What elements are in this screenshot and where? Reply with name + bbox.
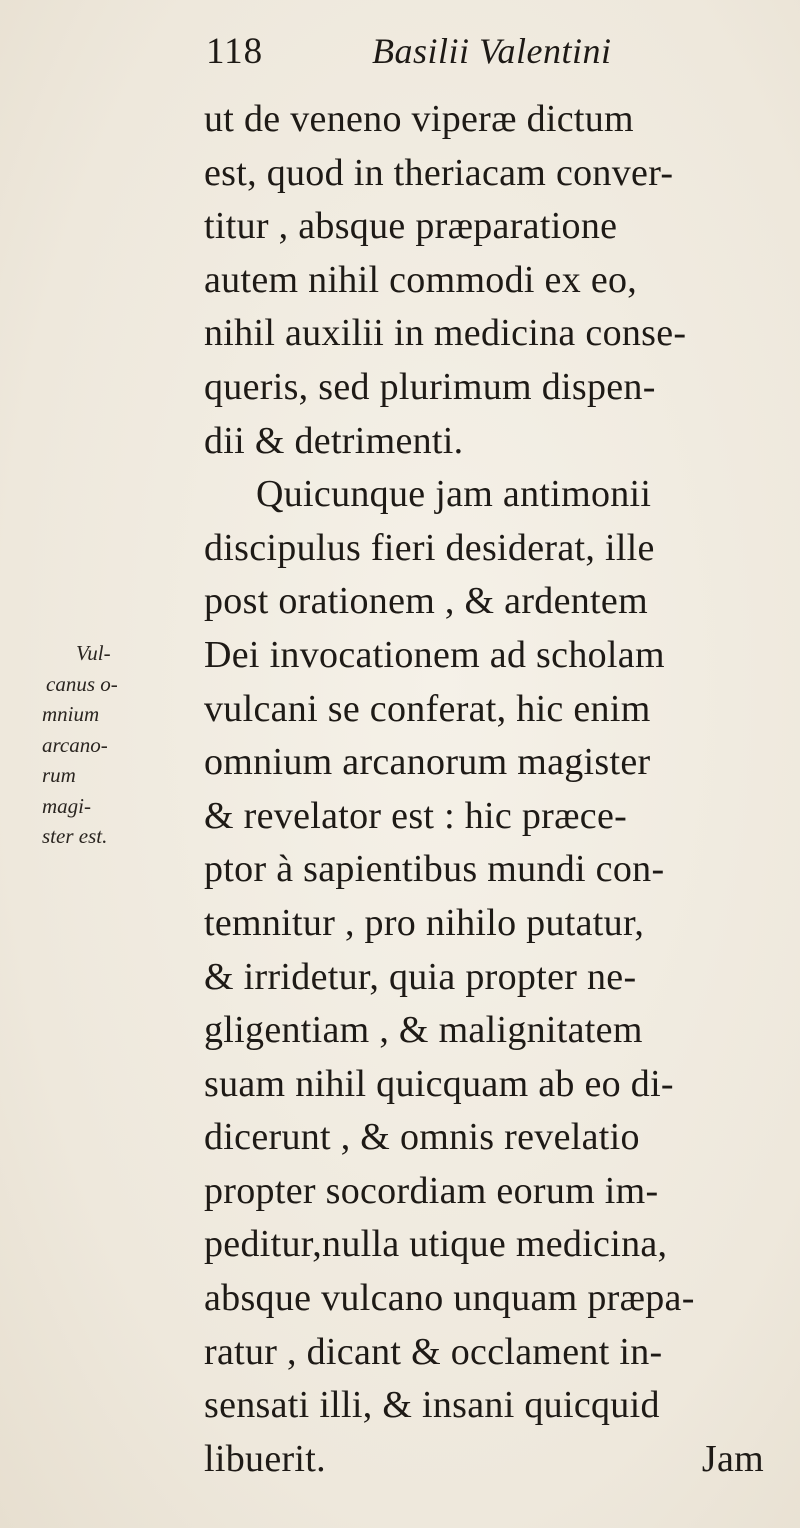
text-line: titur , absque præparatione xyxy=(204,205,618,248)
text-line: ratur , dicant & occlament in- xyxy=(204,1330,663,1373)
text-line: propter socordiam eorum im- xyxy=(204,1169,659,1212)
paragraph-start-line: Quicunque jam antimonii xyxy=(256,473,652,516)
text-line: gligentiam , & malignitatem xyxy=(204,1009,643,1052)
marginal-note xyxy=(42,638,162,852)
text-line: ut de veneno viperæ dictum xyxy=(204,98,634,140)
running-head: Basilii Valentini xyxy=(372,31,612,71)
text-line: autem nihil commodi ex eo, xyxy=(204,258,638,301)
text-line: temnitur , pro nihilo putatur, xyxy=(204,901,645,944)
text-line: & irridetur, quia propter ne- xyxy=(204,955,637,998)
text-line: ptor à sapientibus mundi con- xyxy=(204,848,665,891)
text-line: dii & detrimenti. xyxy=(204,419,464,462)
marginal-note-line: mnium xyxy=(42,702,100,726)
marginal-note-line: canus o- xyxy=(46,671,118,696)
text-line: queris, sed plurimum dispen- xyxy=(204,365,656,408)
page-number: 118 xyxy=(206,31,264,72)
marginal-note-line: ster est. xyxy=(42,824,108,848)
text-line: omnium arcanorum magister xyxy=(204,741,651,784)
text-line: dicerunt , & omnis revelatio xyxy=(204,1116,640,1159)
text-line: est, quod in theriacam conver- xyxy=(204,151,674,194)
marginal-note-line: rum xyxy=(42,763,76,787)
page-header xyxy=(206,30,726,80)
last-text-line: libuerit. xyxy=(204,1437,326,1480)
body-text xyxy=(204,93,794,1486)
text-line: absque vulcano unquam præpa- xyxy=(204,1277,695,1320)
marginal-note-line: arcano- xyxy=(42,732,108,757)
text-line: Dei invocationem ad scholam xyxy=(204,633,665,676)
text-line: sensati illi, & insani quicquid xyxy=(204,1384,660,1427)
catchword: Jam xyxy=(701,1437,764,1480)
text-line: suam nihil quicquam ab eo di- xyxy=(204,1062,674,1105)
text-line: nihil auxilii in medicina conse- xyxy=(204,312,687,355)
text-line: post orationem , & ardentem xyxy=(204,580,648,623)
text-line: & revelator est : hic præce- xyxy=(204,794,628,837)
text-line: peditur,nulla utique medicina, xyxy=(204,1223,668,1266)
text-line: discipulus fieri desiderat, ille xyxy=(204,526,655,569)
marginal-note-line: Vul- xyxy=(76,641,111,665)
marginal-note-line: magi- xyxy=(42,793,91,818)
text-line: vulcani se conferat, hic enim xyxy=(204,687,651,730)
final-line xyxy=(204,1433,794,1487)
